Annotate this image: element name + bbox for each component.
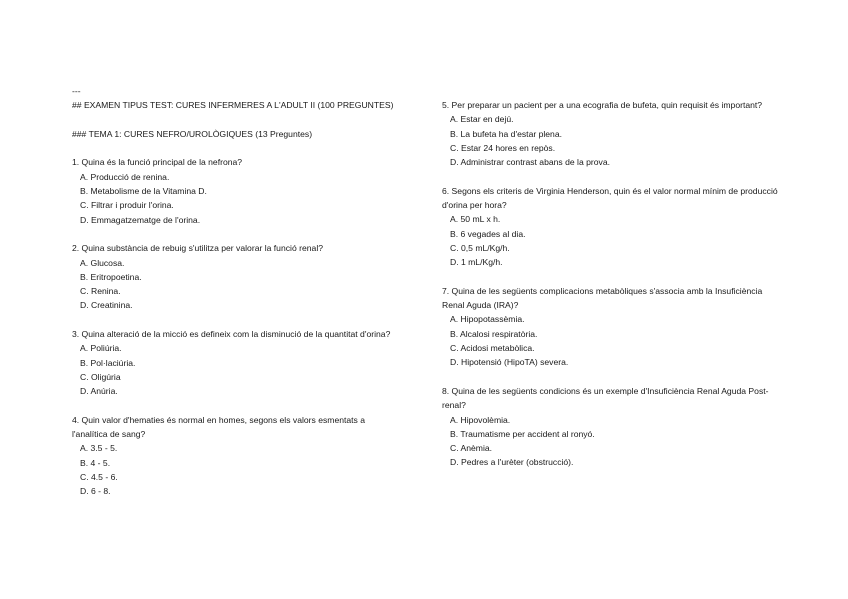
option-b: B. 4 - 5. (80, 457, 111, 468)
question-1 (72, 155, 402, 226)
option-c: C. Anèmia. (450, 443, 493, 454)
question-6 (442, 184, 782, 270)
option-a: A. Glucosa. (80, 257, 125, 268)
option-a: A. Producció de renina. (80, 171, 170, 182)
option-c: C. Acidosi metabòlica. (450, 343, 535, 354)
option-d: D. 1 mL/Kg/h. (450, 257, 503, 268)
option-c: C. Estar 24 hores en repòs. (450, 142, 556, 153)
left-column (72, 84, 402, 499)
option-d: D. Anúria. (80, 386, 118, 397)
option-b: B. La bufeta ha d'estar plena. (450, 128, 563, 139)
question-text: 1. Quina és la funció principal de la nefrona? (72, 157, 243, 168)
question-text: 7. Quina de les següents complicacions metabòliques s'associa amb la Insuficiència Renal Aguda (IRA)? (442, 285, 763, 311)
option-b: B. Pol·laciúria. (80, 357, 136, 368)
option-b: B. Metabolisme de la Vitamina D. (80, 186, 207, 197)
option-a: A. Hipovolèmia. (450, 414, 511, 425)
right-column (442, 98, 782, 470)
question-text: 5. Per preparar un pacient per a una ecografia de bufeta, quin requisit és important? (442, 100, 763, 110)
option-c: C. Renina. (80, 286, 121, 297)
separator-line: --- (72, 86, 81, 96)
question-2 (72, 241, 402, 312)
option-d: D. Pedres a l'urèter (obstrucció). (450, 457, 574, 468)
option-b: B. Traumatisme per accident al ronyó. (450, 428, 595, 439)
option-a: A. Poliúria. (80, 343, 122, 354)
option-d: D. Emmagatzematge de l'orina. (80, 214, 201, 225)
question-text: 3. Quina alteració de la micció es defineix com la disminució de la quantitat d'orina? (72, 329, 391, 340)
question-text: 2. Quina substància de rebuig s'utilitza per valorar la funció renal? (72, 243, 324, 254)
option-a: A. Estar en dejú. (450, 114, 514, 125)
option-c: C. Oligúria (80, 371, 121, 382)
question-8 (442, 384, 782, 470)
question-text: 4. Quin valor d'hematies és normal en homes, segons els valors esmentats a l'analítica de sang? (72, 414, 366, 440)
option-d: D. Creatinina. (80, 300, 133, 311)
option-c: C. 4.5 - 6. (80, 472, 118, 483)
question-text: 6. Segons els criteris de Virginia Henderson, quin és el valor normal mínim de producció d'orina per hora? (442, 185, 778, 211)
option-d: D. Administrar contrast abans de la prova. (450, 157, 611, 168)
option-a: A. 50 mL x h. (450, 214, 501, 225)
option-a: A. 3.5 - 5. (80, 443, 118, 454)
question-3 (72, 327, 402, 398)
question-4 (72, 413, 402, 499)
option-b: B. Eritropoetina. (80, 271, 142, 282)
option-b: B. Alcalosi respiratòria. (450, 328, 538, 339)
option-a: A. Hipopotassèmia. (450, 314, 525, 325)
option-d: D. 6 - 8. (80, 486, 111, 497)
section-heading: ### TEMA 1: CURES NEFRO/UROLÒGIQUES (13 Preguntes) (72, 128, 313, 139)
option-d: D. Hipotensió (HipoTA) severa. (450, 357, 569, 368)
option-c: C. Filtrar i produir l'orina. (80, 200, 174, 211)
question-7 (442, 284, 782, 370)
exam-title: ## EXAMEN TIPUS TEST: CURES INFERMERES A L'ADULT II (100 PREGUNTES) (72, 100, 394, 111)
question-5 (442, 98, 782, 169)
option-b: B. 6 vegades al dia. (450, 228, 526, 239)
option-c: C. 0,5 mL/Kg/h. (450, 242, 510, 253)
question-text: 8. Quina de les següents condicions és un exemple d'Insuficiència Renal Aguda Post-renal? (442, 385, 769, 411)
